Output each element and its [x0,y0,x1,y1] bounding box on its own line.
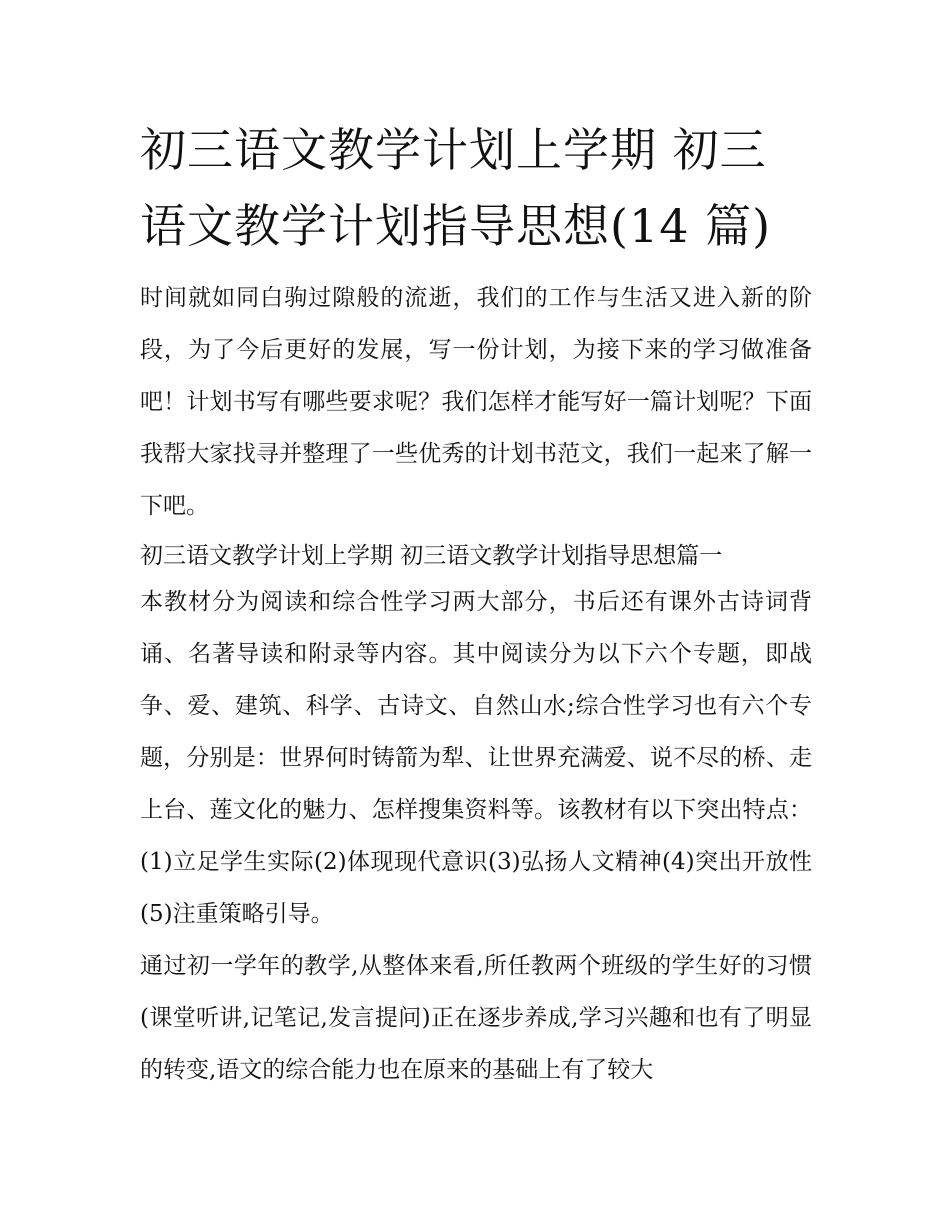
intro-paragraph: 时间就如同白驹过隙般的流逝，我们的工作与生活又进入新的阶段，为了今后更好的发展，写一份计划，为接下来的学习做准备吧！计划书写有哪些要求呢？我们怎样才能写好一篇计划呢？下面我帮大家找寻并整理了一些优秀的计划书范文，我们一起来了解一下吧。 [140,285,812,519]
section-heading: 初三语文教学计划上学期 初三语文教学计划指导思想篇一 [140,543,723,569]
document-page [140,112,812,1096]
document-title: 初三语文教学计划上学期 初三语文教学计划指导思想(14 篇) [140,123,772,253]
body-paragraph-1: 本教材分为阅读和综合性学习两大部分，书后还有课外古诗词背诵、名著导读和附录等内容。其中阅读分为以下六个专题，即战争、爱、建筑、科学、古诗文、自然山水;综合性学习也有六个专题，分别是：世界何时铸箭为犁、让世界充满爱、说不尽的桥、走上台、莲文化的魅力、怎样搜集资料等。该教材有以下突出特点：(1)立足学生实际(2)体现现代意识(3)弘扬人文精神(4)突出开放性(5)注重策略引导。 [140,589,812,927]
body-paragraph-2: 通过初一学年的教学,从整体来看,所任教两个班级的学生好的习惯(课堂听讲,记笔记,发言提问)正在逐步养成,学习兴趣和也有了明显的转变,语文的综合能力也在原来的基础上有了较大 [140,953,812,1083]
